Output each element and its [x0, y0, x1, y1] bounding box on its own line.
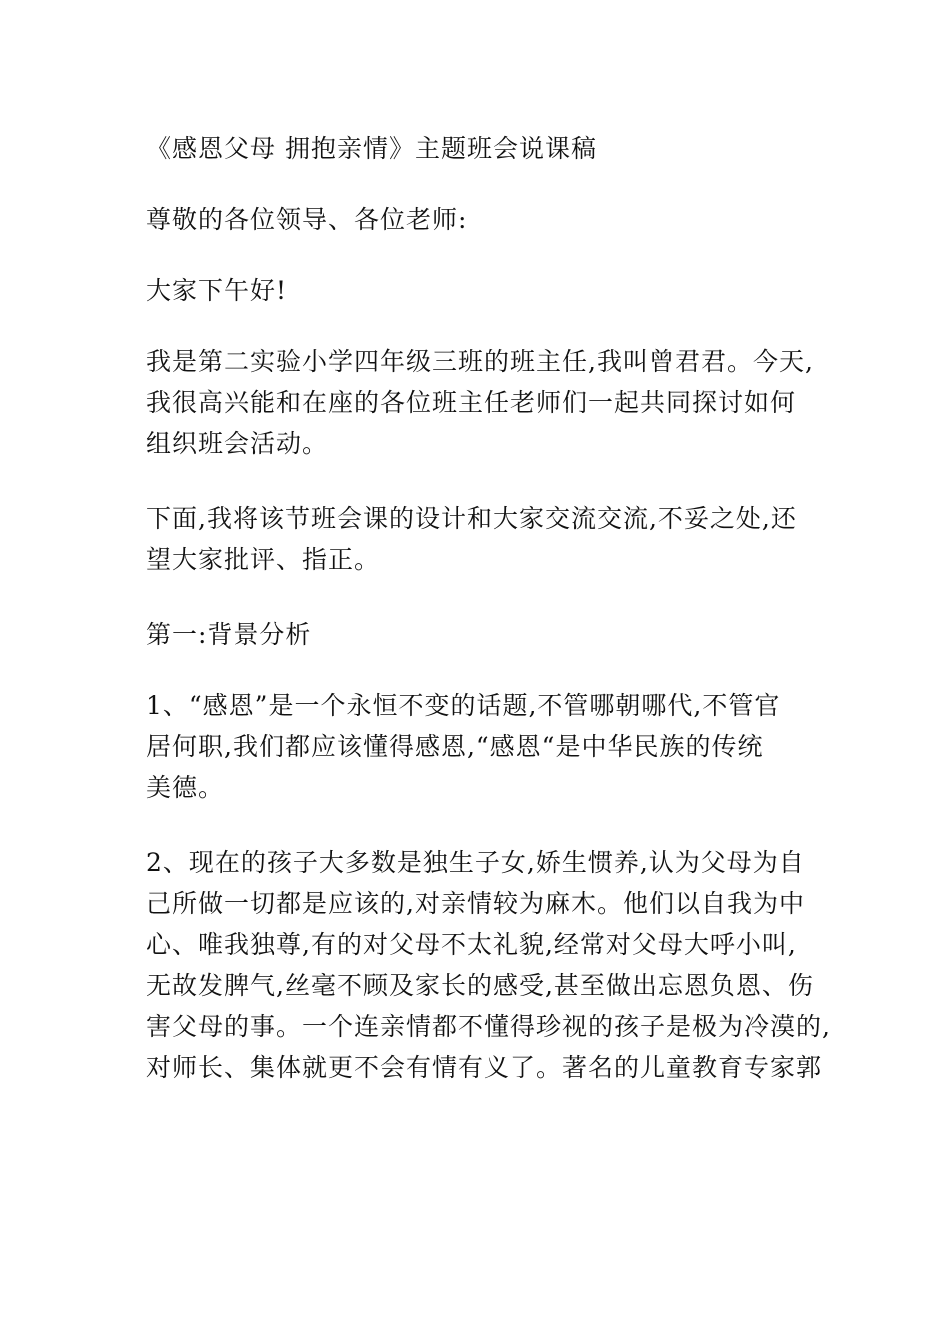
text-line: 下面,我将该节班会课的设计和大家交流交流,不妥之处,还 — [146, 504, 797, 533]
text-line: 心、唯我独尊,有的对父母不太礼貌,经常对父母大呼小叫, — [146, 930, 797, 959]
text-line: 美德。 — [146, 773, 225, 802]
point-2-paragraph — [146, 842, 831, 1088]
text-line: 组织班会活动。 — [146, 429, 329, 458]
text-line: 对师长、集体就更不会有情有义了。著名的儿童教育专家郭 — [146, 1053, 823, 1082]
text-line: 我很高兴能和在座的各位班主任老师们一起共同探讨如何 — [146, 388, 797, 417]
intro-paragraph — [146, 341, 826, 464]
document-body — [146, 128, 831, 1088]
transition-paragraph — [146, 498, 826, 580]
text-line: 害父母的事。一个连亲情都不懂得珍视的孩子是极为冷漠的, — [146, 1012, 831, 1041]
text-line: 我是第二实验小学四年级三班的班主任,我叫曾君君。今天, — [146, 347, 814, 376]
document-title: 《感恩父母 拥抱亲情》主题班会说课稿 — [146, 134, 597, 163]
text-line: 己所做一切都是应该的,对亲情较为麻木。他们以自我为中 — [146, 889, 805, 918]
greeting: 大家下午好! — [146, 276, 288, 305]
point-1-paragraph — [146, 685, 826, 808]
salutation: 尊敬的各位领导、各位老师: — [146, 205, 468, 234]
text-line: 1、“感恩”是一个永恒不变的话题,不管哪朝哪代,不管官 — [146, 691, 781, 720]
text-line: 无故发脾气,丝毫不顾及家长的感受,甚至做出忘恩负恩、伤 — [146, 971, 814, 1000]
text-line: 2、现在的孩子大多数是独生子女,娇生惯养,认为父母为自 — [146, 848, 805, 877]
text-line: 望大家批评、指正。 — [146, 545, 381, 574]
text-line: 居何职,我们都应该懂得感恩,“感恩“是中华民族的传统 — [146, 732, 764, 761]
section-heading: 第一:背景分析 — [146, 620, 312, 649]
